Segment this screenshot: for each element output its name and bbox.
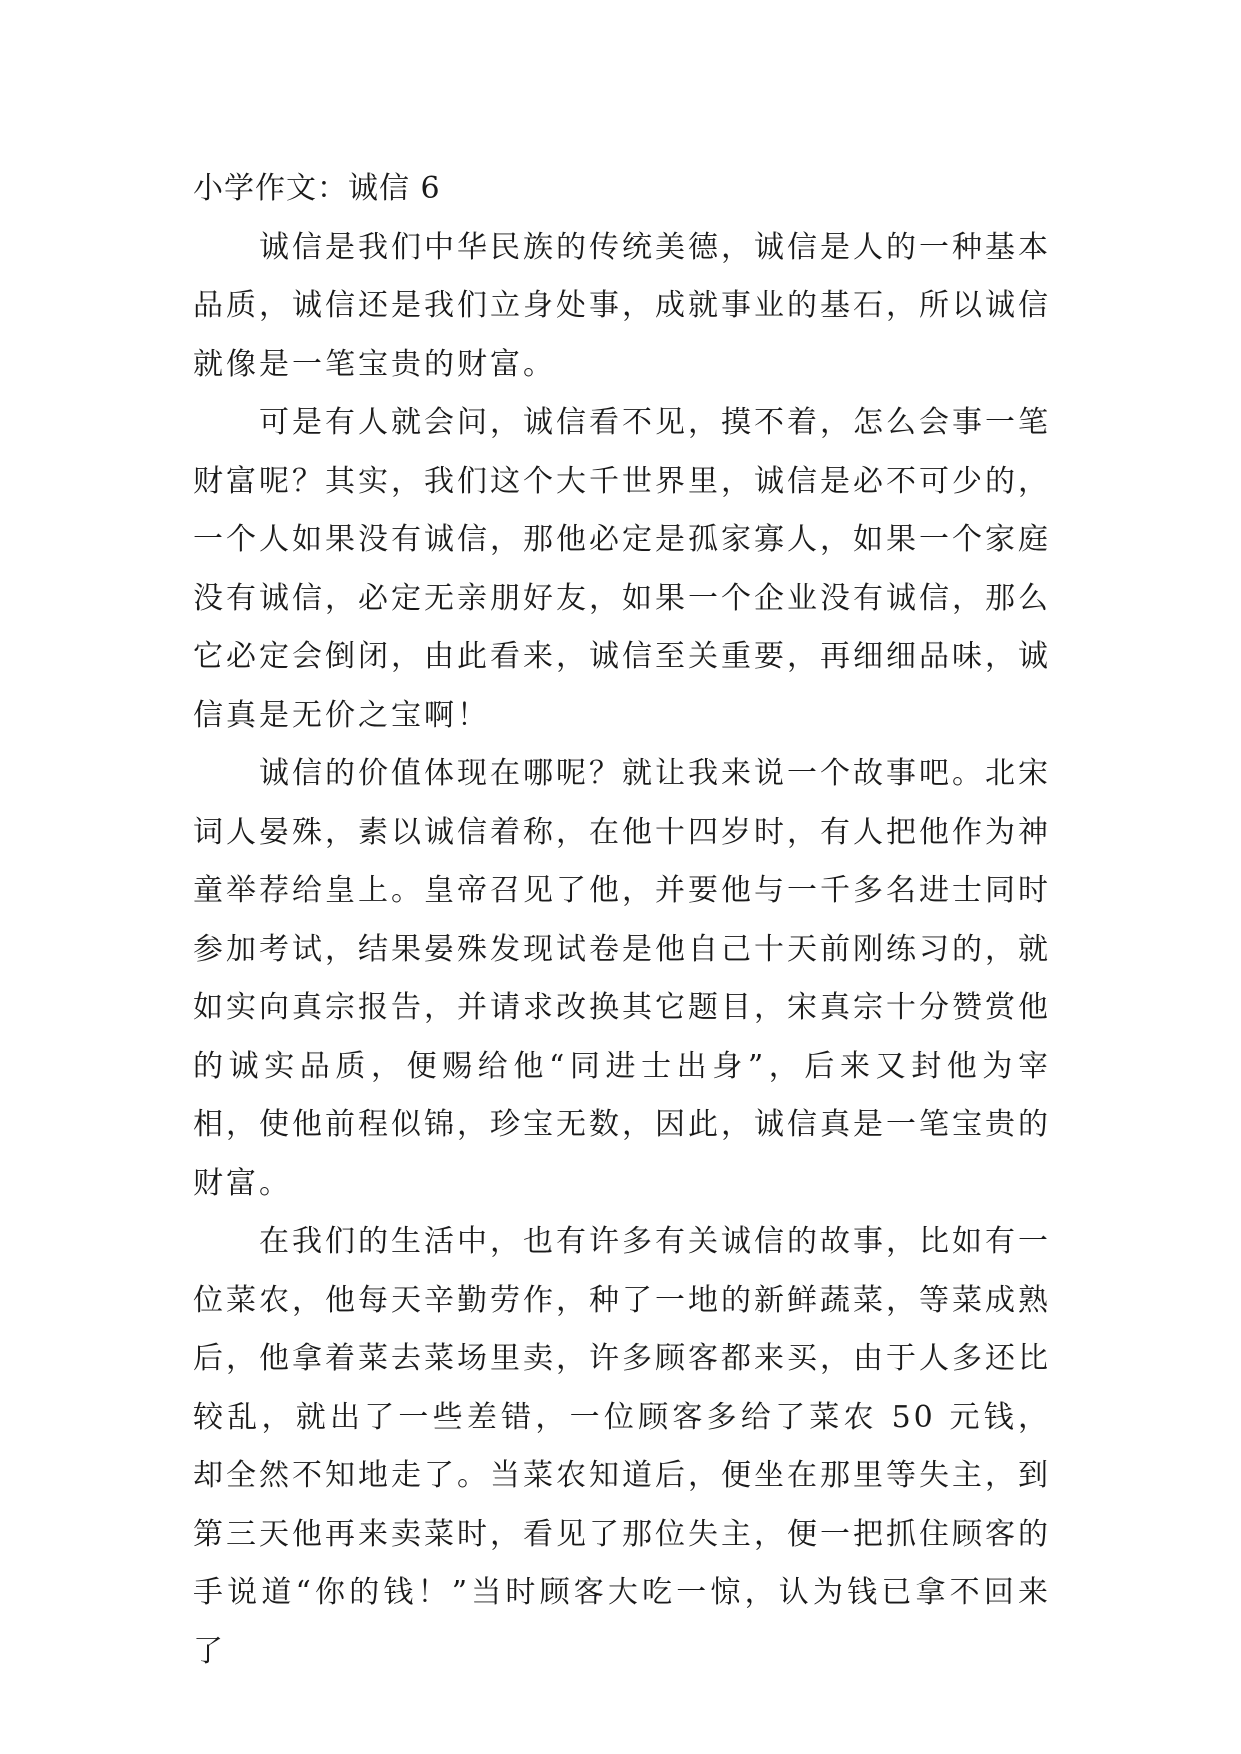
essay-paragraph-2: 可是有人就会问，诚信看不见，摸不着，怎么会事一笔财富呢？其实，我们这个大千世界里，诚信是必不可少的，一个人如果没有诚信，那他必定是孤家寡人，如果一个家庭没有诚信，必定无亲朋好友，如果一个企业没有诚信，那么它必定会倒闭，由此看来，诚信至关重要，再细细品味，诚信真是无价之宝啊！: [193, 405, 1051, 733]
essay-paragraph-3: 诚信的价值体现在哪呢？就让我来说一个故事吧。北宋词人晏殊，素以诚信着称，在他十四岁时，有人把他作为神童举荐给皇上。皇帝召见了他，并要他与一千多名进士同时参加考试，结果晏殊发现试卷是他自己十天前刚练习的，就如实向真宗报告，并请求改换其它题目，宋真宗十分赞赏他的诚实品质，便赐给他“同进士出身”，后来又封他为宰相，使他前程似锦，珍宝无数，因此，诚信真是一笔宝贵的财富。: [193, 756, 1051, 1201]
essay-paragraph-4: 在我们的生活中，也有许多有关诚信的故事，比如有一位菜农，他每天辛勤劳作，种了一地的新鲜蔬菜，等菜成熟后，他拿着菜去菜场里卖，许多顾客都来买，由于人多还比较乱，就出了一些差错，一位顾客多给了菜农 50 元钱，却全然不知地走了。当菜农知道后，便坐在那里等失主，到第三天他再来卖菜时，看见了那位失主，便一把抓住顾客的手说道“你的钱！”当时顾客大吃一惊，认为钱已拿不回来了: [193, 1224, 1051, 1669]
essay-paragraph-1: 诚信是我们中华民族的传统美德，诚信是人的一种基本品质，诚信还是我们立身处事，成就事业的基石，所以诚信就像是一笔宝贵的财富。: [193, 229, 1051, 382]
essay-body: [193, 160, 1051, 1681]
essay-title: 小学作文：诚信 6: [193, 171, 441, 206]
